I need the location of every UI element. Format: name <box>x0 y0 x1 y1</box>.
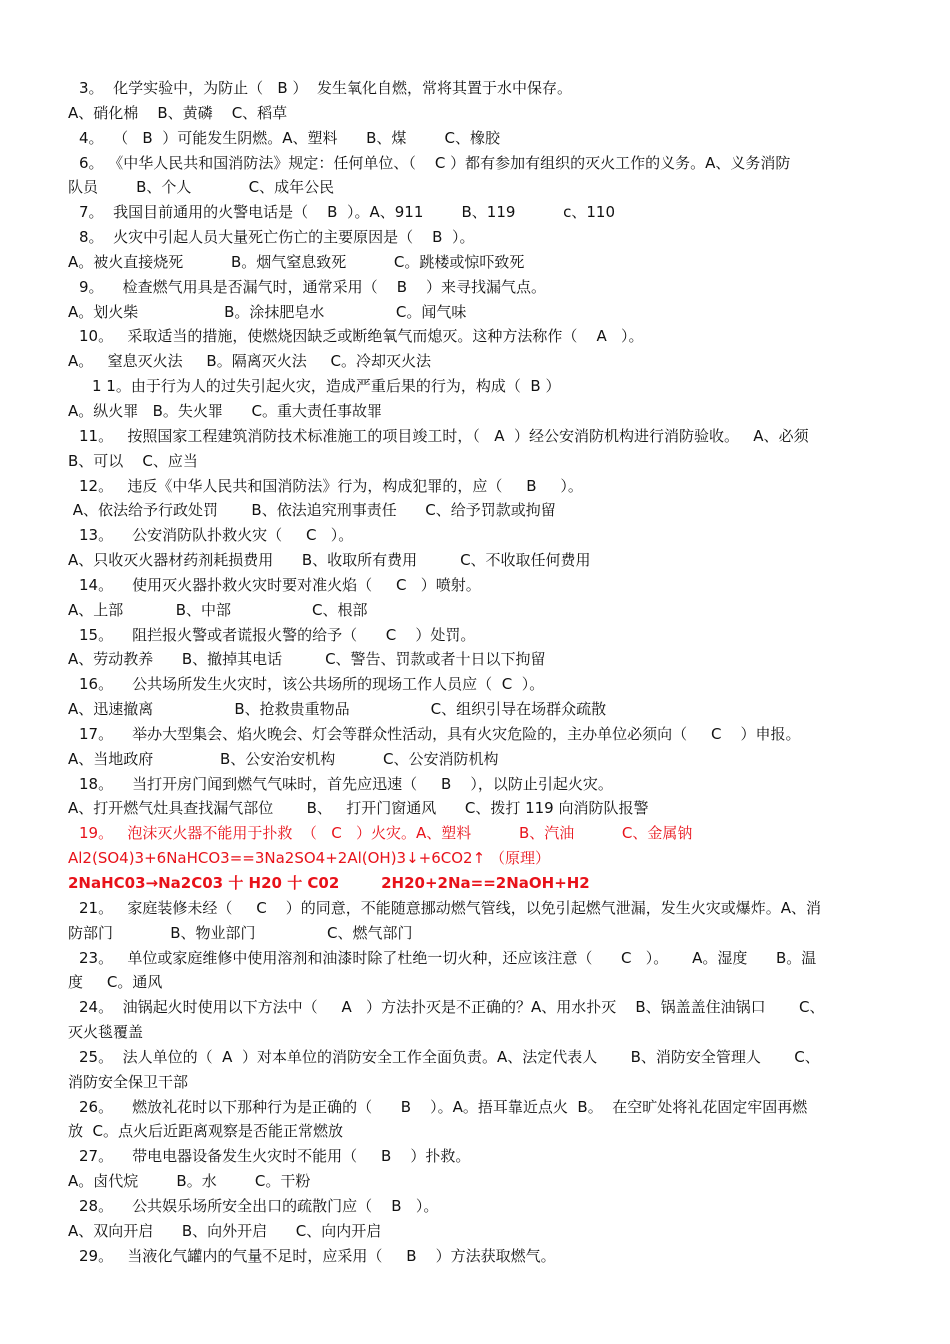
text-line: 26。 燃放礼花时以下那种行为是正确的（ B ）。A。捂耳靠近点火 B。 在空旷处将礼花固定牢固再燃 <box>79 1097 808 1116</box>
text-line: Al2(SO4)3+6NaHCO3==3Na2SO4+2Al(OH)3↓+6CO2↑ （原理） <box>68 849 550 868</box>
text-line: A。划火柴 B。涂抹肥皂水 C。闻气味 <box>68 302 467 321</box>
document-page <box>0 76 950 1269</box>
text-line: 18。 当打开房门闻到燃气气味时，首先应迅速（ B ），以防止引起火灾。 <box>79 774 613 793</box>
text-line: 19。 泡沫灭火器不能用于扑救 （ C ）火灾。A、塑料 B、汽油 C、金属钠 <box>79 824 693 843</box>
text-line: 4。 （ B ）可能发生阴燃。A、塑料 B、煤 C、橡胶 <box>79 128 500 147</box>
text-line: A、劳动教养 B、撤掉其电话 C、警告、罚款或者十日以下拘留 <box>68 650 546 669</box>
text-line: 28。 公共娱乐场所安全出口的疏散门应（ B ）。 <box>79 1196 439 1215</box>
text-line: 15。 阻拦报火警或者谎报火警的给予（ C ）处罚。 <box>79 625 476 644</box>
text-line: 17。 举办大型集会、焰火晚会、灯会等群众性活动，具有火灾危险的，主办单位必须向（ C ）申报。 <box>79 724 801 743</box>
text-line: A、硝化棉 B、黄磷 C、稻草 <box>68 103 288 122</box>
text-line: 25。 法人单位的（ A ）对本单位的消防安全工作全面负责。A、法定代表人 B、消防安全管理人 C、 <box>79 1047 820 1066</box>
text-line: 2NaHC03→Na2C03 十 H20 十 C02 2H20+2Na==2NaOH+H2 <box>68 874 590 892</box>
text-line: 8。 火灾中引起人员大量死亡伤亡的主要原因是（ B ）。 <box>79 228 475 247</box>
text-line: 6。 《中华人民共和国消防法》规定：任何单位、（ C ）都有参加有组织的灭火工作的义务。A、义务消防 <box>79 153 791 172</box>
text-line: 灭火毯覆盖 <box>68 1023 144 1042</box>
text-line: 防部门 B、物业部门 C、燃气部门 <box>68 923 413 942</box>
text-line: 10。 采取适当的措施，使燃烧因缺乏或断绝氧气而熄灭。这种方法称作（ A ）。 <box>79 327 644 346</box>
text-line: 12。 违反《中华人民共和国消防法》行为，构成犯罪的，应（ B ）。 <box>79 476 583 495</box>
text-line: 21。 家庭装修未经（ C ）的同意，不能随意挪动燃气管线，以免引起燃气泄漏，发生火灾或爆炸。A、消 <box>79 898 822 917</box>
text-line: 1 1。由于行为人的过失引起火灾，造成严重后果的行为，构成（ B ） <box>92 377 561 396</box>
text-line: A、只收灭火器材药剂耗损费用 B、收取所有费用 C、不收取任何费用 <box>68 551 591 570</box>
text-line: A、双向开启 B、向外开启 C、向内开启 <box>68 1221 382 1240</box>
text-line: 13。 公安消防队扑救火灾（ C ）。 <box>79 526 354 545</box>
text-line: 度 C。通风 <box>68 973 163 992</box>
text-line: A、当地政府 B、公安治安机构 C、公安消防机构 <box>68 749 499 768</box>
text-line: 29。 当液化气罐内的气量不足时，应采用（ B ）方法获取燃气。 <box>79 1246 556 1265</box>
text-line: A。 窒息灭火法 B。隔离灭火法 C。冷却灭火法 <box>68 352 432 371</box>
text-line: A、上部 B、中部 C、根部 <box>68 600 368 619</box>
text-line: 9。 检查燃气用具是否漏气时，通常采用（ B ）来寻找漏气点。 <box>79 277 547 296</box>
text-line: 队员 B、个人 C、成年公民 <box>68 178 335 197</box>
text-line: 23。 单位或家庭维修中使用溶剂和油漆时除了杜绝一切火种，还应该注意（ C ）。 A。湿度 B。温 <box>79 948 817 967</box>
text-line: 24。 油锅起火时使用以下方法中（ A ）方法扑灭是不正确的？A、用水扑灭 B、锅盖盖住油锅口 C、 <box>79 998 825 1017</box>
text-line: 27。 带电电器设备发生火灾时不能用（ B ）扑救。 <box>79 1147 471 1166</box>
text-line: A、迅速撤离 B、抢救贵重物品 C、组织引导在场群众疏散 <box>68 700 607 719</box>
text-line: 7。 我国目前通用的火警电话是（ B ）。A、911 B、119 c、110 <box>79 203 615 222</box>
text-line: A。卤代烷 B。水 C。干粉 <box>68 1172 311 1191</box>
text-line: 14。 使用灭火器扑救火灾时要对准火焰（ C ）喷射。 <box>79 575 481 594</box>
text-line: A、依法给予行政处罚 B、依法追究刑事责任 C、给予罚款或拘留 <box>68 501 556 520</box>
text-line: 3。 化学实验中，为防止（ B ） 发生氧化自燃，常将其置于水中保存。 <box>79 79 572 97</box>
text-line: A、打开燃气灶具查找漏气部位 B、 打开门窗通风 C、拨打 119 向消防队报警 <box>68 799 649 818</box>
text-line: 11。 按照国家工程建筑消防技术标准施工的项目竣工时，（ A ）经公安消防机构进行消防验收。 A、必须 <box>79 426 809 445</box>
text-line: 16。 公共场所发生火灾时，该公共场所的现场工作人员应（ C ）。 <box>79 675 545 694</box>
text-line: A。被火直接烧死 B。烟气窒息致死 C。跳楼或惊吓致死 <box>68 252 525 271</box>
text-line: A。纵火罪 B。失火罪 C。重大责任事故罪 <box>68 401 382 420</box>
text-line: 消防安全保卫干部 <box>68 1072 189 1091</box>
text-line: 放 C。点火后近距离观察是否能正常燃放 <box>68 1122 344 1141</box>
text-line: B、可以 C、应当 <box>68 451 198 470</box>
